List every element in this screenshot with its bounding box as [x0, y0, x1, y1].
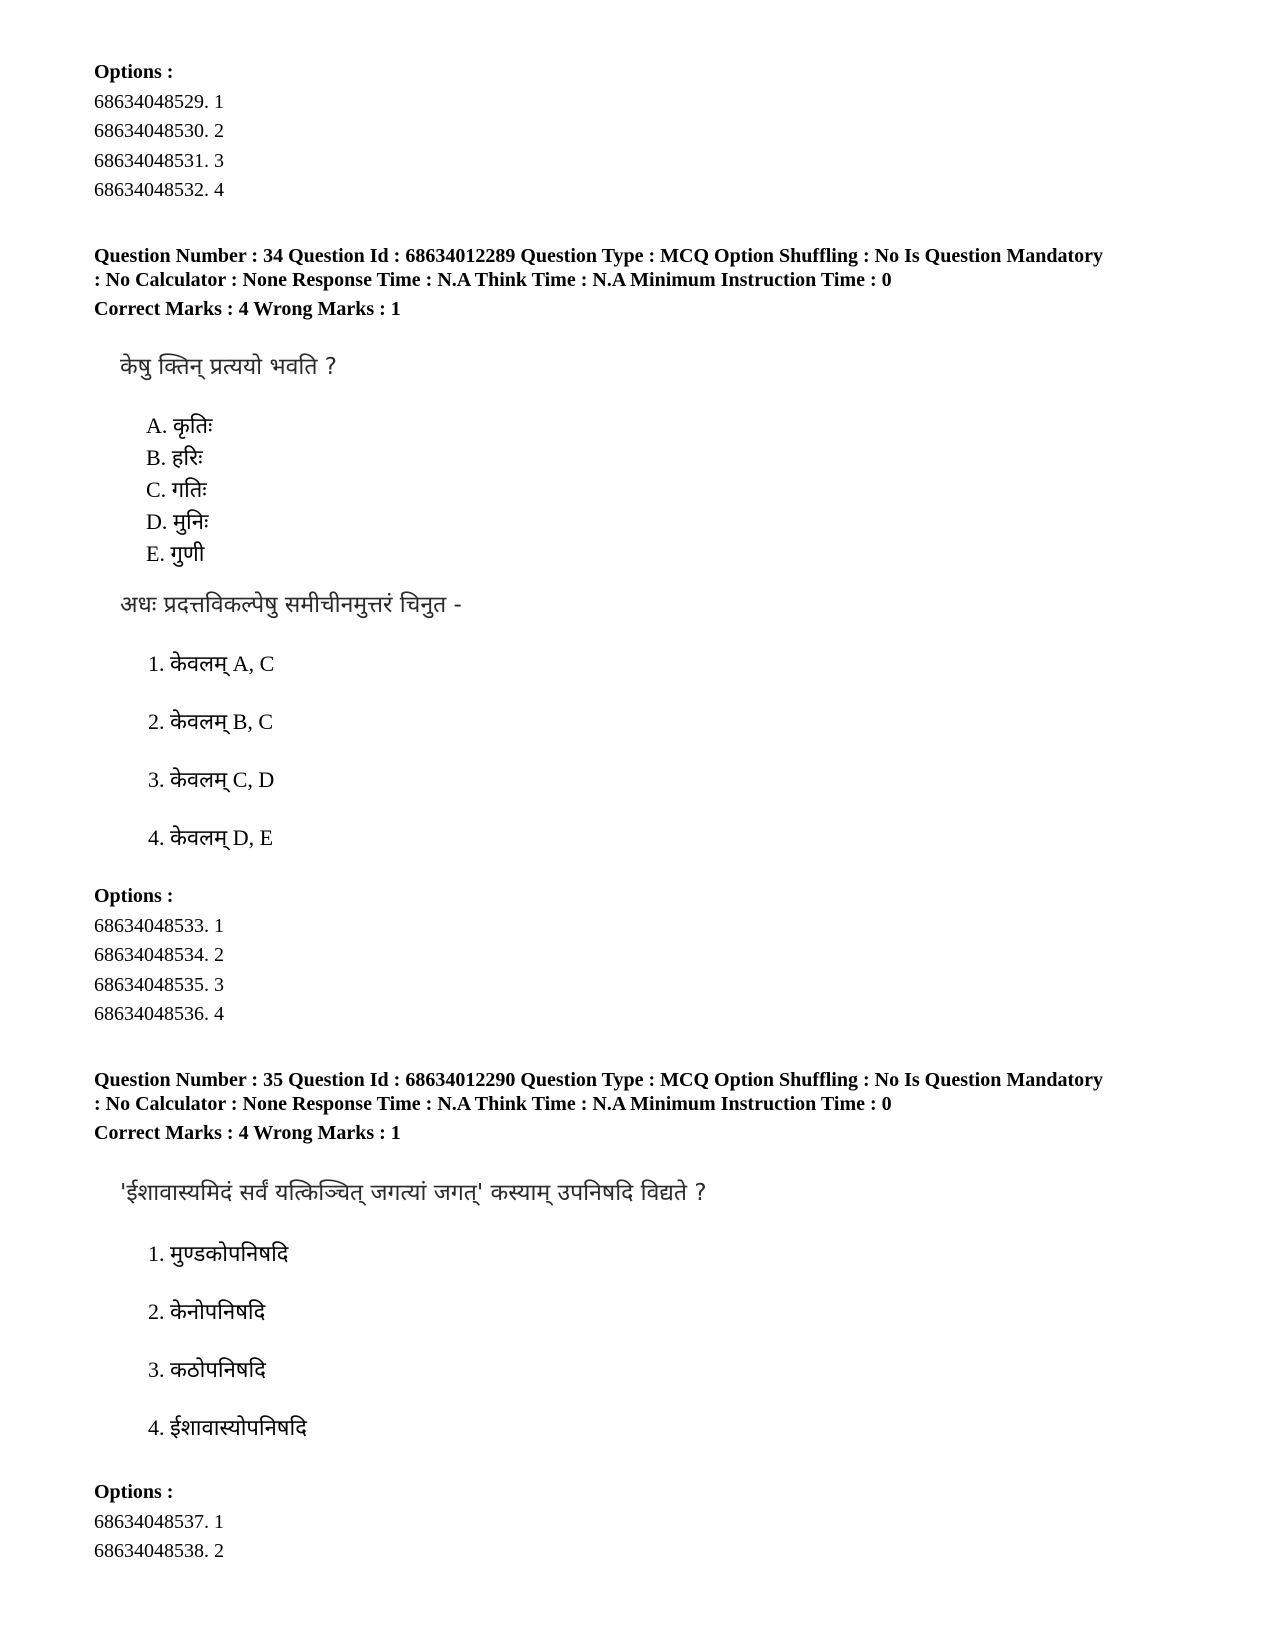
option-id: 68634048535. 3	[94, 973, 224, 996]
answer-choice: 4. ईशावास्योपनिषदि	[148, 1415, 307, 1440]
question-meta-line: : No Calculator : None Response Time : N.A Think Time : N.A Minimum Instruction Time : 0	[94, 269, 892, 291]
options-block-q33	[94, 58, 224, 206]
statement-item: E. गुणी	[146, 541, 205, 566]
option-id: 68634048533. 1	[94, 914, 224, 937]
question-34-instruction: अधः प्रदत्तविकल्पेषु समीचीनमुत्तरं चिनुत -	[120, 592, 462, 618]
option-id: 68634048531. 3	[94, 149, 224, 172]
option-id: 68634048538. 2	[94, 1540, 224, 1562]
question-35-text: 'ईशावास्यमिदं सर्वं यत्किञ्चित् जगत्यां जगत्' कस्याम् उपनिषदि विद्यते ?	[120, 1180, 707, 1206]
question-34-text: केषु क्तिन् प्रत्ययो भवति ?	[120, 354, 337, 380]
answer-choice: 4. केवलम् D, E	[148, 825, 274, 850]
options-block-q34	[94, 882, 224, 1030]
marks-line: Correct Marks : 4 Wrong Marks : 1	[94, 298, 401, 320]
answer-choice: 3. केवलम् C, D	[148, 767, 275, 792]
option-id: 68634048530. 2	[94, 120, 224, 142]
answer-choice: 1. केवलम् A, C	[148, 651, 275, 676]
statement-item: A. कृतिः	[146, 413, 213, 438]
option-id: 68634048536. 4	[94, 1003, 224, 1025]
answer-choice: 2. केवलम् B, C	[148, 709, 274, 734]
option-id: 68634048534. 2	[94, 944, 224, 966]
question-meta-line: Question Number : 35 Question Id : 68634012290 Question Type : MCQ Option Shuffling : No Is Question Mandatory	[94, 1069, 1103, 1091]
question-meta-line: Question Number : 34 Question Id : 68634012289 Question Type : MCQ Option Shuffling : No Is Question Mandatory	[94, 245, 1103, 267]
options-heading: Options :	[94, 61, 174, 83]
answer-choice: 1. मुण्डकोपनिषदि	[148, 1241, 289, 1266]
answer-choice: 2. केनोपनिषदि	[148, 1299, 266, 1324]
option-id: 68634048529. 1	[94, 90, 224, 113]
answer-choice: 3. कठोपनिषदि	[148, 1357, 266, 1382]
statement-item: C. गतिः	[146, 477, 207, 502]
options-heading: Options :	[94, 885, 174, 907]
question-meta-line: : No Calculator : None Response Time : N.A Think Time : N.A Minimum Instruction Time : 0	[94, 1093, 892, 1115]
question-35-header	[94, 1068, 1103, 1145]
question-34-header	[94, 244, 1103, 321]
statement-item: B. हरिः	[146, 445, 203, 470]
option-id: 68634048537. 1	[94, 1510, 224, 1533]
options-block-q35	[94, 1478, 224, 1567]
marks-line: Correct Marks : 4 Wrong Marks : 1	[94, 1122, 401, 1144]
statement-item: D. मुनिः	[146, 509, 209, 534]
options-heading: Options :	[94, 1481, 174, 1503]
option-id: 68634048532. 4	[94, 179, 224, 201]
